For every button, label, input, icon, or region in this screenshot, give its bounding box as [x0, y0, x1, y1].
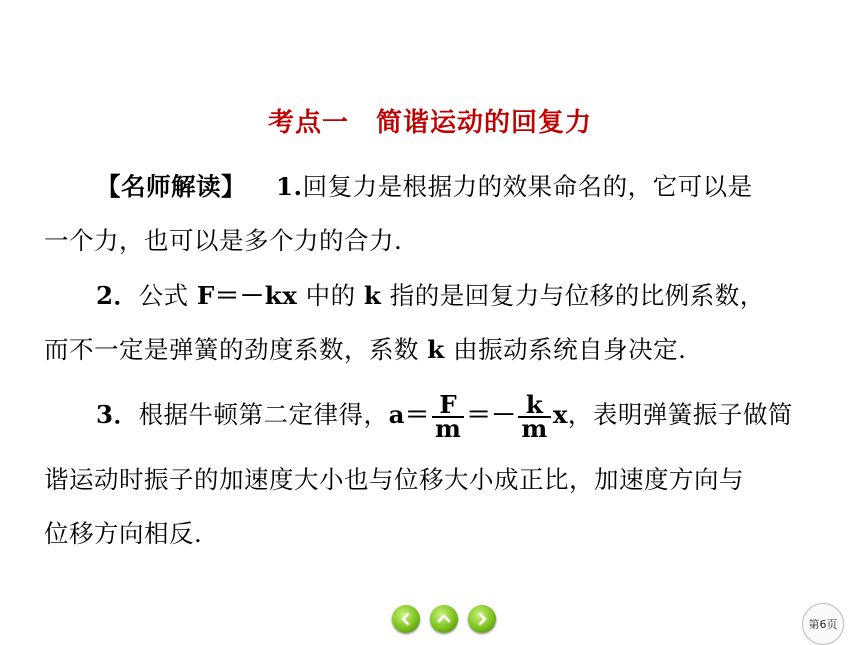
fraction-k-over-m: [518, 389, 550, 443]
para2-text-c: 指的是回复力与位移的比例系数，: [381, 281, 765, 310]
para2-line2-b: 由振动系统自身决定.: [444, 335, 687, 364]
para2-line2: [44, 335, 686, 365]
formula-eq-minus: ＝－: [466, 400, 517, 429]
para3-line3: 位移方向相反.: [44, 519, 203, 548]
next-arrow-icon: [474, 611, 490, 627]
home-up-arrow-icon: [436, 611, 452, 627]
para1-line1: [96, 172, 753, 202]
para1-line2: 一个力，也可以是多个力的合力.: [44, 226, 403, 255]
symbol-k2: k: [427, 335, 445, 364]
formula-a-eq: a＝: [388, 400, 430, 429]
next-button[interactable]: [468, 605, 496, 633]
para3-text-a: 根据牛顿第二定律得，: [138, 400, 389, 429]
frac2-numerator: k: [518, 394, 550, 418]
para2-text-a: 公式: [138, 281, 197, 310]
prev-button[interactable]: [392, 605, 420, 633]
para1-text1: 回复力是根据力的效果命名的，它可以是: [302, 172, 753, 201]
home-button[interactable]: [430, 605, 458, 633]
formula-f-kx: F＝－kx: [196, 281, 298, 310]
para3-line1: [96, 389, 793, 443]
symbol-x: x: [552, 400, 568, 429]
para2-number: 2．: [96, 281, 139, 310]
symbol-k: k: [363, 281, 382, 310]
fraction-f-over-m: [432, 389, 464, 443]
page-number-badge: 第6页: [802, 603, 844, 645]
frac2-denominator: m: [521, 413, 548, 443]
para1-number: 1.: [276, 172, 303, 201]
navigation-bar: [392, 605, 496, 633]
tag-label: 【名师解读】: [96, 172, 246, 201]
para2-line2-a: 而不一定是弹簧的劲度系数，系数: [44, 335, 428, 364]
para3-number: 3．: [96, 400, 139, 429]
para3-line2: 谐运动时振子的加速度大小也与位移大小成正比，加速度方向与: [44, 465, 744, 494]
frac1-numerator: F: [432, 394, 464, 418]
para3-text-b: ，表明弹簧振子做简: [567, 400, 793, 429]
para2-line1: [96, 281, 765, 311]
para2-text-b: 中的: [297, 281, 364, 310]
prev-arrow-icon: [398, 611, 414, 627]
section-title: 考点一 简谐运动的回复力: [267, 108, 592, 138]
frac1-denominator: m: [434, 413, 462, 443]
